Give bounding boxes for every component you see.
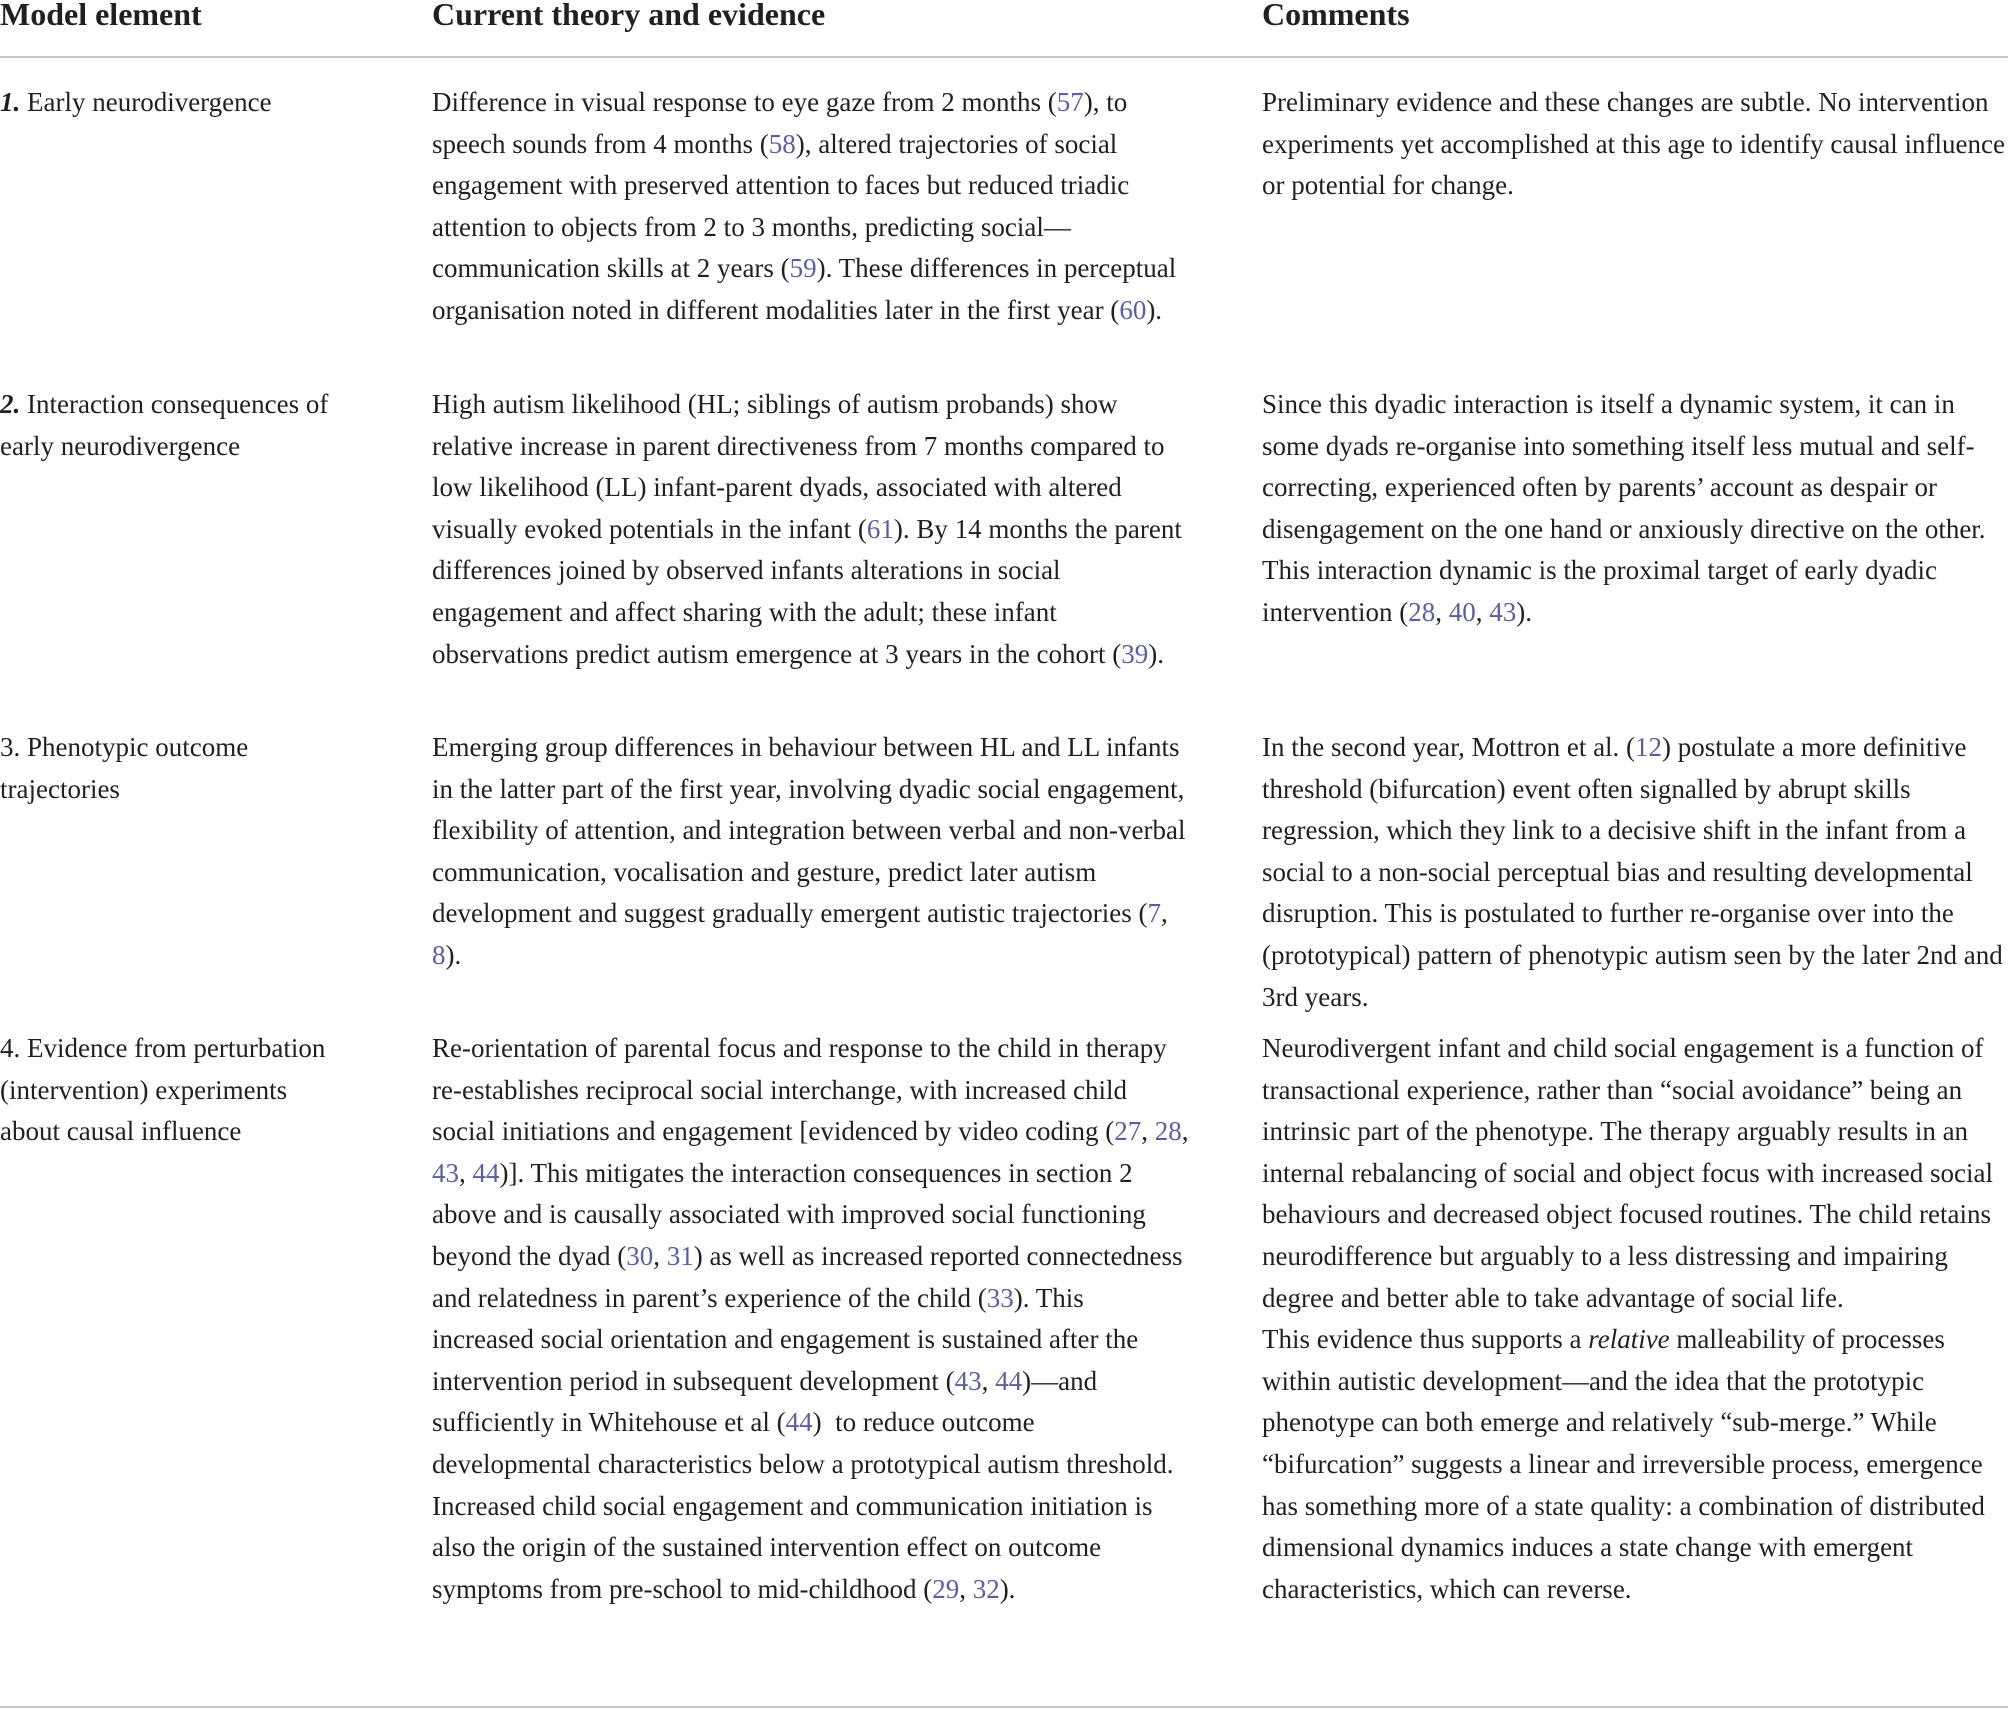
header-comments: Comments xyxy=(1262,0,1410,32)
citation-link[interactable]: 57 xyxy=(1056,87,1084,117)
body-text: ). This increased social orientation and engagement is sustained after the intervention period in subsequent development ( xyxy=(432,1282,1139,1396)
citation-link[interactable]: 40 xyxy=(1448,596,1476,627)
citation-link[interactable]: 44 xyxy=(785,1407,813,1438)
citation-link[interactable]: 27 xyxy=(1114,1116,1142,1147)
body-text: )—and sufficiently in Whitehouse et al ( xyxy=(432,1365,1098,1438)
body-text: Early neurodivergence xyxy=(20,87,272,117)
body-text: , xyxy=(1475,596,1490,627)
citation-link[interactable]: 60 xyxy=(1119,294,1147,325)
body-text: ), to speech sounds from 4 months ( xyxy=(432,87,1128,159)
body-text: ) to reduce outcome developmental characteristics below a prototypical autism threshold. xyxy=(432,1407,1174,1479)
body-text xyxy=(432,1028,1192,1486)
body-text: Interaction consequences of early neurodivergence xyxy=(0,389,329,461)
body-text: Neurodivergent infant and child social engagement is a function of transactional experience, rather than “social avoidance” being an intrinsic part of the phenotype. The therapy arguably results in an internal rebalancing of social and object focus with increased social behaviours and decreased object focused routines. The child retains neurodifference but arguably to a less distressing and impairing degree and better able to take advantage of social life. xyxy=(1262,1033,1993,1313)
citation-link[interactable]: 12 xyxy=(1635,732,1663,762)
header-model-element: Model element xyxy=(0,0,202,32)
body-text: This interaction dynamic is the proximal target of early dyadic intervention ( xyxy=(1262,555,1938,627)
row-4-comments xyxy=(1262,1028,2008,1610)
row-3-comments xyxy=(1262,727,2008,1018)
citation-link[interactable]: 30 xyxy=(626,1240,654,1271)
citation-link[interactable]: 44 xyxy=(472,1157,500,1188)
row-4-evidence xyxy=(432,1028,1192,1610)
citation-link[interactable]: 39 xyxy=(1121,638,1149,669)
body-text: Since this dyadic interaction is itself a dynamic system, it can in some dyads re-organise into something itself less mutual and self-correcting, experienced often by parents’ account as despair or disengagement on the one hand or anxiously directive on the other. xyxy=(1262,389,1986,544)
citation-link[interactable]: 8 xyxy=(432,939,446,970)
citation-link[interactable]: 28 xyxy=(1408,596,1436,627)
body-text: ). xyxy=(999,1573,1016,1604)
body-text: , xyxy=(1435,596,1449,627)
body-text: Re-orientation of parental focus and response to the child in therapy re-establishes reciprocal social interchange, with increased child social initiations and engagement [evidenced by video coding ( xyxy=(432,1033,1167,1147)
body-text xyxy=(1262,550,2008,633)
row-1-model-element xyxy=(0,82,420,124)
row-2-comments xyxy=(1262,384,2008,634)
citation-link[interactable]: 43 xyxy=(954,1365,982,1396)
body-text: 3. Phenotypic outcome trajectories xyxy=(0,732,249,804)
body-text: , xyxy=(653,1240,667,1271)
citation-link[interactable]: 59 xyxy=(789,253,817,284)
body-text: )]. This mitigates the interaction consequences in section 2 above and is causally associated with improved social functioning beyond the dyad ( xyxy=(432,1157,1146,1271)
body-text: Difference in visual response to eye gaze from 2 months ( xyxy=(432,87,1057,117)
citation-link[interactable]: 7 xyxy=(1147,898,1162,929)
body-text: , xyxy=(959,1573,973,1604)
body-text: , xyxy=(1161,898,1168,929)
row-3-evidence xyxy=(432,727,1192,977)
header-divider xyxy=(0,56,2008,58)
citation-link[interactable]: 31 xyxy=(666,1240,694,1271)
body-text: 1. xyxy=(0,87,21,117)
row-1-comments xyxy=(1262,82,2008,207)
body-text: ). xyxy=(1148,638,1165,669)
body-text: 4. Evidence from perturbation (intervention) experiments about causal influence xyxy=(0,1033,326,1147)
citation-link[interactable]: 44 xyxy=(995,1365,1023,1396)
body-text: ). xyxy=(1516,596,1532,627)
citation-link[interactable]: 43 xyxy=(1489,596,1517,627)
body-text: ). By 14 months the parent differences joined by observed infants alterations in social engagement and affect sharing with the adult; these infant observations predict autism emergence at 3 years in the cohort ( xyxy=(432,513,1182,669)
citation-link[interactable]: 29 xyxy=(932,1573,960,1604)
table-bottom-divider xyxy=(0,1706,2008,1708)
body-text: ). These differences in perceptual organisation noted in different modalities later in the first year ( xyxy=(432,253,1177,325)
body-text: Increased child social engagement and communication initiation is also the origin of the sustained intervention effect on outcome symptoms from pre-school to mid-childhood ( xyxy=(432,1490,1153,1604)
citation-link[interactable]: 61 xyxy=(866,513,894,544)
citation-link[interactable]: 32 xyxy=(972,1573,1000,1604)
body-text: High autism likelihood (HL; siblings of autism probands) show relative increase in parent directiveness from 7 months compared to low likelihood (LL) infant-parent dyads, associated with altered visually evoked potentials in the infant ( xyxy=(432,389,1165,544)
body-text: relative xyxy=(1588,1324,1670,1355)
body-text xyxy=(1262,1319,2008,1610)
body-text: ) as well as increased reported connectedness and relatedness in parent’s experience of the child ( xyxy=(432,1240,1183,1313)
body-text: , xyxy=(459,1157,473,1188)
row-3-model-element xyxy=(0,727,300,810)
body-text: ). xyxy=(1146,294,1163,325)
row-2-evidence xyxy=(432,384,1192,675)
citation-link[interactable]: 33 xyxy=(986,1282,1014,1313)
header-current-theory: Current theory and evidence xyxy=(432,0,826,32)
body-text: , xyxy=(1141,1116,1155,1147)
body-text: , xyxy=(1181,1116,1189,1147)
citation-link[interactable]: 43 xyxy=(432,1157,459,1188)
citation-link[interactable]: 58 xyxy=(768,128,796,159)
row-1-evidence xyxy=(432,82,1192,332)
row-2-model-element xyxy=(0,384,340,467)
body-text xyxy=(432,1486,1192,1611)
body-text: In the second year, Mottron et al. ( xyxy=(1262,732,1636,762)
body-text: , xyxy=(981,1365,996,1396)
body-text: Emerging group differences in behaviour between HL and LL infants in the latter part of the first year, involving dyadic social engagement, flexibility of attention, and integration between verbal and non-verbal communication, vocalisation and gesture, predict later autism development and suggest gradually emergent autistic trajectories ( xyxy=(432,732,1186,929)
body-text: ), altered trajectories of social engagement with preserved attention to faces but reduced triadic attention to objects from 2 to 3 months, predicting social—communication skills at 2 years ( xyxy=(432,128,1130,284)
body-text: ) postulate a more definitive threshold (bifurcation) event often signalled by abrupt skills regression, which they link to a decisive shift in the infant from a social to a non-social perceptual bias and resulting developmental disruption. This is postulated to further re-organise over into the (prototypical) pattern of phenotypic autism seen by the later 2nd and 3rd years. xyxy=(1262,732,2003,1012)
citation-link[interactable]: 28 xyxy=(1154,1116,1182,1147)
body-text: 2. xyxy=(0,389,21,419)
body-text: Preliminary evidence and these changes are subtle. No intervention experiments yet accomplished at this age to identify causal influence or potential for change. xyxy=(1262,87,2005,201)
body-text: ). xyxy=(445,939,462,970)
row-4-model-element xyxy=(0,1028,330,1153)
body-text: malleability of processes within autistic development—and the idea that the prototypic phenotype can both emerge and relatively “sub-merge.” While “bifurcation” suggests a linear and irreversible process, emergence has something more of a state quality: a combination of distributed dimensional dynamics induces a state change with emergent characteristics, which can reverse. xyxy=(1262,1324,1985,1604)
body-text: This evidence thus supports a xyxy=(1262,1324,1589,1355)
